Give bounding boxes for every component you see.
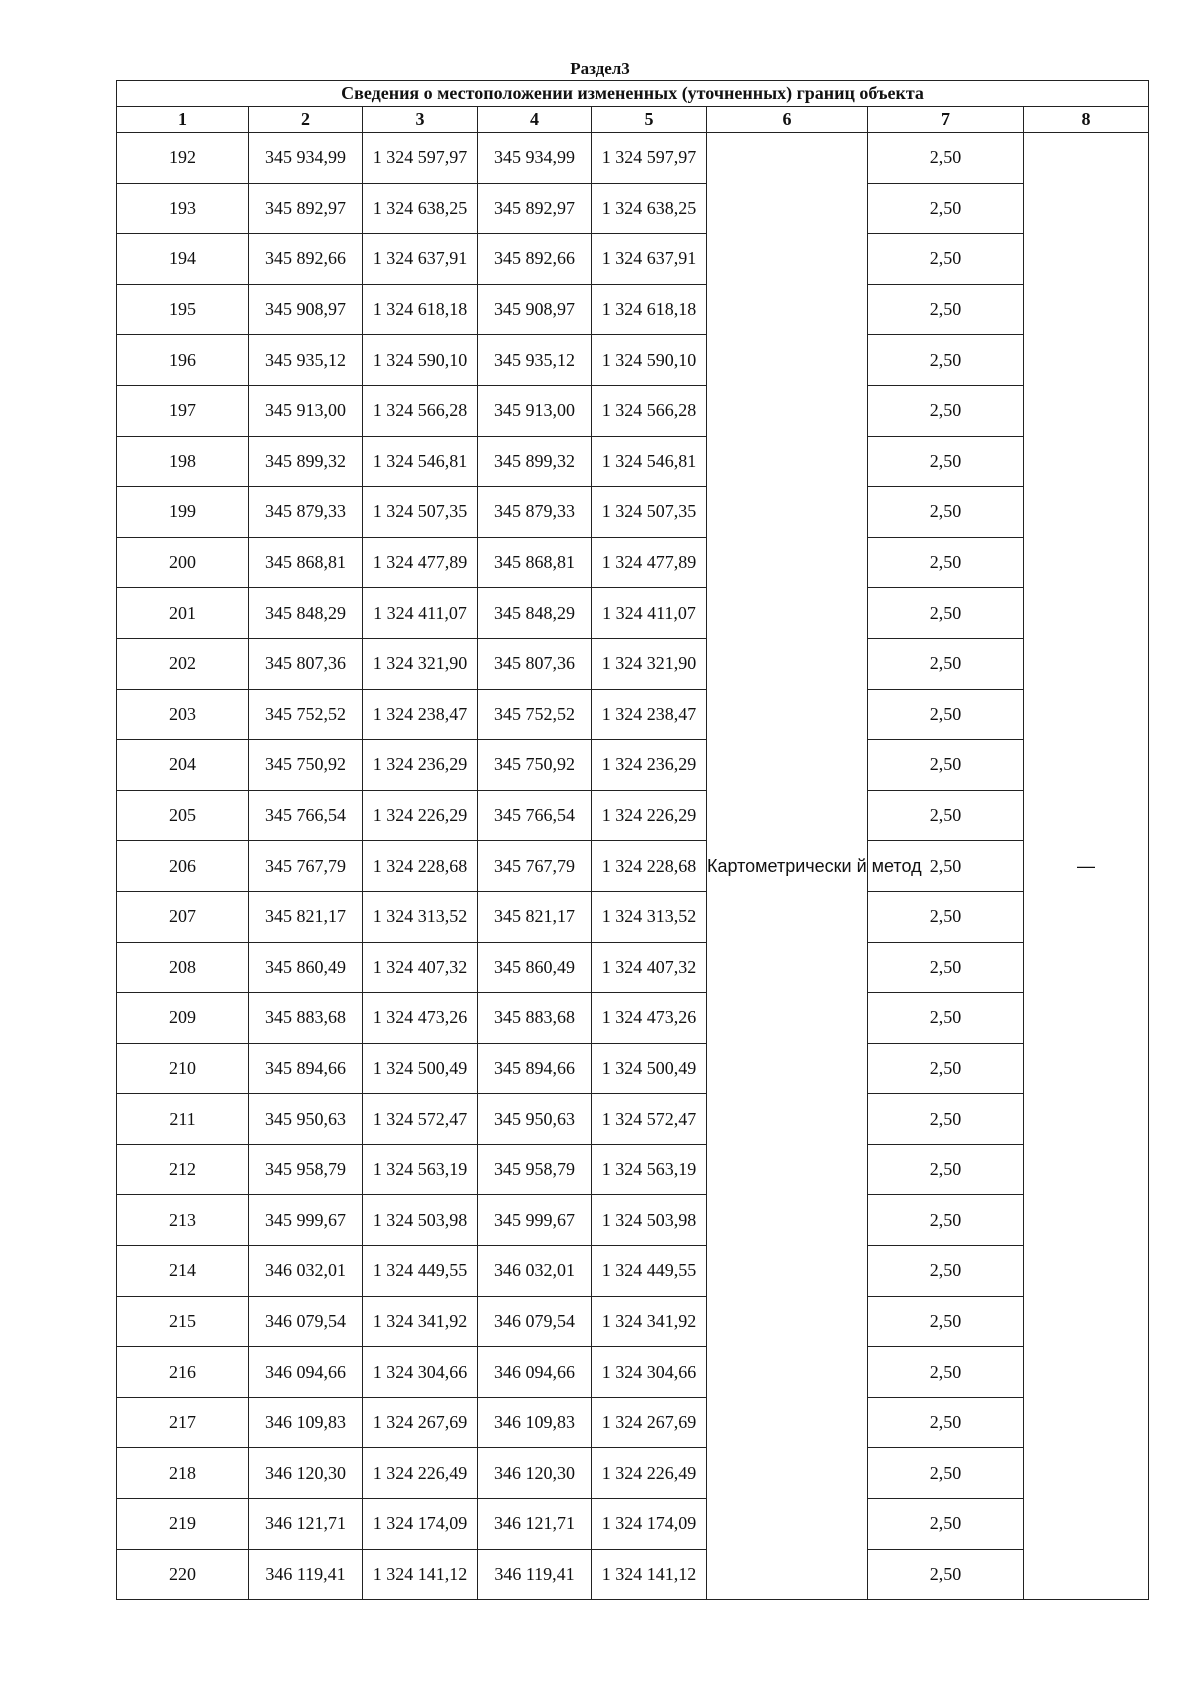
- table-body: [117, 133, 1149, 1600]
- coord-y-cell: 1 324 507,35: [363, 487, 478, 538]
- coord-x-refined-cell: 345 899,32: [478, 436, 592, 487]
- coord-x-cell: 345 908,97: [249, 284, 363, 335]
- column-number-6: 6: [707, 107, 868, 133]
- coord-y-refined-cell: 1 324 618,18: [592, 284, 707, 335]
- coord-y-refined-cell: 1 324 507,35: [592, 487, 707, 538]
- accuracy-cell: 2,50: [868, 790, 1024, 841]
- table-row: [117, 1448, 1149, 1499]
- point-number-cell: 209: [117, 993, 249, 1044]
- coord-y-refined-cell: 1 324 563,19: [592, 1144, 707, 1195]
- coord-x-cell: 346 121,71: [249, 1499, 363, 1550]
- coord-x-cell: 345 879,33: [249, 487, 363, 538]
- column-number-8: 8: [1024, 107, 1149, 133]
- coord-y-refined-cell: 1 324 407,32: [592, 942, 707, 993]
- accuracy-cell: 2,50: [868, 588, 1024, 639]
- coord-x-cell: 345 913,00: [249, 385, 363, 436]
- coord-x-refined-cell: 345 892,97: [478, 183, 592, 234]
- coord-x-refined-cell: 345 950,63: [478, 1094, 592, 1145]
- accuracy-cell: 2,50: [868, 841, 1024, 892]
- coord-x-refined-cell: 345 766,54: [478, 790, 592, 841]
- table-row: [117, 183, 1149, 234]
- coord-y-refined-cell: 1 324 590,10: [592, 335, 707, 386]
- table-row: [117, 1347, 1149, 1398]
- coord-y-cell: 1 324 500,49: [363, 1043, 478, 1094]
- point-number-cell: 213: [117, 1195, 249, 1246]
- table-row: [117, 1246, 1149, 1297]
- point-number-cell: 211: [117, 1094, 249, 1145]
- point-number-cell: 193: [117, 183, 249, 234]
- table-row: [117, 234, 1149, 285]
- accuracy-cell: 2,50: [868, 133, 1024, 184]
- point-number-cell: 219: [117, 1499, 249, 1550]
- table-row: [117, 1043, 1149, 1094]
- accuracy-cell: 2,50: [868, 1246, 1024, 1297]
- coord-x-refined-cell: 346 094,66: [478, 1347, 592, 1398]
- accuracy-cell: 2,50: [868, 1144, 1024, 1195]
- coord-y-refined-cell: 1 324 503,98: [592, 1195, 707, 1246]
- table-row: [117, 942, 1149, 993]
- accuracy-cell: 2,50: [868, 1043, 1024, 1094]
- coord-x-cell: 345 894,66: [249, 1043, 363, 1094]
- coord-x-refined-cell: 346 120,30: [478, 1448, 592, 1499]
- point-number-cell: 216: [117, 1347, 249, 1398]
- coord-x-refined-cell: 345 913,00: [478, 385, 592, 436]
- coord-y-refined-cell: 1 324 638,25: [592, 183, 707, 234]
- point-number-cell: 202: [117, 638, 249, 689]
- accuracy-cell: 2,50: [868, 1094, 1024, 1145]
- coord-x-cell: 345 999,67: [249, 1195, 363, 1246]
- coord-y-refined-cell: 1 324 236,29: [592, 740, 707, 791]
- column-8-cell: —: [1024, 133, 1149, 1600]
- point-number-cell: 220: [117, 1549, 249, 1600]
- coord-x-refined-cell: 345 750,92: [478, 740, 592, 791]
- coord-x-refined-cell: 345 958,79: [478, 1144, 592, 1195]
- coord-x-cell: 346 119,41: [249, 1549, 363, 1600]
- accuracy-cell: 2,50: [868, 1549, 1024, 1600]
- accuracy-cell: 2,50: [868, 1499, 1024, 1550]
- point-number-cell: 217: [117, 1397, 249, 1448]
- coord-x-refined-cell: 346 109,83: [478, 1397, 592, 1448]
- point-number-cell: 203: [117, 689, 249, 740]
- coord-x-cell: 346 120,30: [249, 1448, 363, 1499]
- coord-y-cell: 1 324 228,68: [363, 841, 478, 892]
- coord-y-refined-cell: 1 324 473,26: [592, 993, 707, 1044]
- point-number-cell: 198: [117, 436, 249, 487]
- point-number-cell: 196: [117, 335, 249, 386]
- coord-y-cell: 1 324 546,81: [363, 436, 478, 487]
- point-number-cell: 199: [117, 487, 249, 538]
- coord-y-refined-cell: 1 324 500,49: [592, 1043, 707, 1094]
- coord-y-refined-cell: 1 324 321,90: [592, 638, 707, 689]
- coord-y-refined-cell: 1 324 174,09: [592, 1499, 707, 1550]
- accuracy-cell: 2,50: [868, 689, 1024, 740]
- table-row: [117, 638, 1149, 689]
- coord-y-refined-cell: 1 324 267,69: [592, 1397, 707, 1448]
- table-row: [117, 487, 1149, 538]
- table-row: [117, 790, 1149, 841]
- coord-y-cell: 1 324 236,29: [363, 740, 478, 791]
- coord-y-refined-cell: 1 324 566,28: [592, 385, 707, 436]
- table-subtitle: Сведения о местоположении измененных (уточненных) границ объекта: [117, 81, 1149, 107]
- point-number-cell: 204: [117, 740, 249, 791]
- point-number-cell: 207: [117, 891, 249, 942]
- coord-y-cell: 1 324 321,90: [363, 638, 478, 689]
- coord-x-refined-cell: 345 848,29: [478, 588, 592, 639]
- point-number-cell: 192: [117, 133, 249, 184]
- coord-x-cell: 345 752,52: [249, 689, 363, 740]
- accuracy-cell: 2,50: [868, 1347, 1024, 1398]
- coord-y-cell: 1 324 174,09: [363, 1499, 478, 1550]
- point-number-cell: 210: [117, 1043, 249, 1094]
- coord-y-refined-cell: 1 324 411,07: [592, 588, 707, 639]
- point-number-cell: 208: [117, 942, 249, 993]
- coord-y-cell: 1 324 572,47: [363, 1094, 478, 1145]
- coord-y-refined-cell: 1 324 546,81: [592, 436, 707, 487]
- accuracy-cell: 2,50: [868, 234, 1024, 285]
- coord-y-cell: 1 324 141,12: [363, 1549, 478, 1600]
- coord-y-refined-cell: 1 324 597,97: [592, 133, 707, 184]
- coord-y-cell: 1 324 597,97: [363, 133, 478, 184]
- coord-x-refined-cell: 345 767,79: [478, 841, 592, 892]
- column-number-4: 4: [478, 107, 592, 133]
- column-number-5: 5: [592, 107, 707, 133]
- coord-y-cell: 1 324 407,32: [363, 942, 478, 993]
- coord-x-cell: 345 766,54: [249, 790, 363, 841]
- accuracy-cell: 2,50: [868, 1195, 1024, 1246]
- coord-y-cell: 1 324 566,28: [363, 385, 478, 436]
- accuracy-cell: 2,50: [868, 183, 1024, 234]
- coord-y-refined-cell: 1 324 226,29: [592, 790, 707, 841]
- accuracy-cell: 2,50: [868, 1296, 1024, 1347]
- coord-y-cell: 1 324 226,49: [363, 1448, 478, 1499]
- coord-y-cell: 1 324 449,55: [363, 1246, 478, 1297]
- coord-y-cell: 1 324 637,91: [363, 234, 478, 285]
- coord-x-cell: 345 934,99: [249, 133, 363, 184]
- coord-x-cell: 345 807,36: [249, 638, 363, 689]
- coord-y-cell: 1 324 503,98: [363, 1195, 478, 1246]
- accuracy-cell: 2,50: [868, 284, 1024, 335]
- section-title: Раздел3: [570, 59, 630, 78]
- accuracy-cell: 2,50: [868, 891, 1024, 942]
- table-row: [117, 993, 1149, 1044]
- coord-y-refined-cell: 1 324 449,55: [592, 1246, 707, 1297]
- coord-x-refined-cell: 346 121,71: [478, 1499, 592, 1550]
- accuracy-cell: 2,50: [868, 1397, 1024, 1448]
- coord-y-cell: 1 324 477,89: [363, 537, 478, 588]
- table-row: [117, 385, 1149, 436]
- table-row: [117, 284, 1149, 335]
- accuracy-cell: 2,50: [868, 993, 1024, 1044]
- table-row: [117, 841, 1149, 892]
- accuracy-cell: 2,50: [868, 335, 1024, 386]
- method-cell: Картометрически й метод: [707, 133, 868, 1600]
- coord-y-refined-cell: 1 324 304,66: [592, 1347, 707, 1398]
- accuracy-cell: 2,50: [868, 436, 1024, 487]
- coord-x-refined-cell: 345 807,36: [478, 638, 592, 689]
- coord-x-cell: 345 950,63: [249, 1094, 363, 1145]
- coord-y-cell: 1 324 304,66: [363, 1347, 478, 1398]
- accuracy-cell: 2,50: [868, 740, 1024, 791]
- column-number-3: 3: [363, 107, 478, 133]
- coord-x-cell: 345 767,79: [249, 841, 363, 892]
- coord-x-cell: 345 883,68: [249, 993, 363, 1044]
- table-row: [117, 1549, 1149, 1600]
- column-number-7: 7: [868, 107, 1024, 133]
- coord-x-cell: 346 094,66: [249, 1347, 363, 1398]
- table-row: [117, 335, 1149, 386]
- accuracy-cell: 2,50: [868, 1448, 1024, 1499]
- coord-x-refined-cell: 346 119,41: [478, 1549, 592, 1600]
- accuracy-cell: 2,50: [868, 385, 1024, 436]
- coord-x-refined-cell: 345 883,68: [478, 993, 592, 1044]
- coord-y-refined-cell: 1 324 238,47: [592, 689, 707, 740]
- coord-x-cell: 345 750,92: [249, 740, 363, 791]
- coord-x-refined-cell: 345 934,99: [478, 133, 592, 184]
- coord-x-refined-cell: 345 894,66: [478, 1043, 592, 1094]
- point-number-cell: 197: [117, 385, 249, 436]
- coord-y-refined-cell: 1 324 637,91: [592, 234, 707, 285]
- coordinates-table: [116, 80, 1149, 1600]
- point-number-cell: 215: [117, 1296, 249, 1347]
- table-row: [117, 537, 1149, 588]
- coord-y-refined-cell: 1 324 228,68: [592, 841, 707, 892]
- coord-x-refined-cell: 346 032,01: [478, 1246, 592, 1297]
- table-row: [117, 436, 1149, 487]
- coord-y-cell: 1 324 590,10: [363, 335, 478, 386]
- column-number-1: 1: [117, 107, 249, 133]
- coord-x-refined-cell: 345 752,52: [478, 689, 592, 740]
- coord-y-cell: 1 324 341,92: [363, 1296, 478, 1347]
- coord-x-cell: 345 892,66: [249, 234, 363, 285]
- coord-x-refined-cell: 345 821,17: [478, 891, 592, 942]
- coord-x-refined-cell: 345 892,66: [478, 234, 592, 285]
- coord-x-cell: 346 032,01: [249, 1246, 363, 1297]
- point-number-cell: 194: [117, 234, 249, 285]
- coord-y-cell: 1 324 313,52: [363, 891, 478, 942]
- coord-x-refined-cell: 345 999,67: [478, 1195, 592, 1246]
- coord-x-cell: 345 860,49: [249, 942, 363, 993]
- column-number-row: [117, 107, 1149, 133]
- point-number-cell: 205: [117, 790, 249, 841]
- table-row: [117, 1195, 1149, 1246]
- point-number-cell: 214: [117, 1246, 249, 1297]
- coord-x-cell: 345 958,79: [249, 1144, 363, 1195]
- table-row: [117, 1144, 1149, 1195]
- coord-y-refined-cell: 1 324 341,92: [592, 1296, 707, 1347]
- coord-x-refined-cell: 345 868,81: [478, 537, 592, 588]
- coord-x-refined-cell: 345 879,33: [478, 487, 592, 538]
- coord-y-cell: 1 324 226,29: [363, 790, 478, 841]
- coord-y-refined-cell: 1 324 477,89: [592, 537, 707, 588]
- coord-x-refined-cell: 346 079,54: [478, 1296, 592, 1347]
- coord-y-cell: 1 324 638,25: [363, 183, 478, 234]
- coord-y-cell: 1 324 473,26: [363, 993, 478, 1044]
- coord-x-cell: 346 109,83: [249, 1397, 363, 1448]
- coord-x-refined-cell: 345 908,97: [478, 284, 592, 335]
- table-row: [117, 1094, 1149, 1145]
- coord-x-cell: 346 079,54: [249, 1296, 363, 1347]
- coord-x-cell: 345 899,32: [249, 436, 363, 487]
- coord-y-cell: 1 324 267,69: [363, 1397, 478, 1448]
- table-row: [117, 1296, 1149, 1347]
- coord-x-cell: 345 868,81: [249, 537, 363, 588]
- table-row: [117, 740, 1149, 791]
- accuracy-cell: 2,50: [868, 487, 1024, 538]
- coord-y-refined-cell: 1 324 572,47: [592, 1094, 707, 1145]
- coord-y-cell: 1 324 618,18: [363, 284, 478, 335]
- coord-y-cell: 1 324 411,07: [363, 588, 478, 639]
- table-row: [117, 1397, 1149, 1448]
- coord-x-cell: 345 892,97: [249, 183, 363, 234]
- coord-x-cell: 345 848,29: [249, 588, 363, 639]
- point-number-cell: 200: [117, 537, 249, 588]
- point-number-cell: 218: [117, 1448, 249, 1499]
- coord-x-cell: 345 935,12: [249, 335, 363, 386]
- point-number-cell: 195: [117, 284, 249, 335]
- coord-x-refined-cell: 345 860,49: [478, 942, 592, 993]
- coord-y-refined-cell: 1 324 313,52: [592, 891, 707, 942]
- accuracy-cell: 2,50: [868, 942, 1024, 993]
- table-row: [117, 891, 1149, 942]
- coord-y-refined-cell: 1 324 226,49: [592, 1448, 707, 1499]
- accuracy-cell: 2,50: [868, 638, 1024, 689]
- table-row: [117, 588, 1149, 639]
- point-number-cell: 212: [117, 1144, 249, 1195]
- coord-x-refined-cell: 345 935,12: [478, 335, 592, 386]
- accuracy-cell: 2,50: [868, 537, 1024, 588]
- table-row: [117, 689, 1149, 740]
- coord-y-cell: 1 324 563,19: [363, 1144, 478, 1195]
- table-row: [117, 133, 1149, 184]
- column-number-2: 2: [249, 107, 363, 133]
- coord-x-cell: 345 821,17: [249, 891, 363, 942]
- coord-y-refined-cell: 1 324 141,12: [592, 1549, 707, 1600]
- point-number-cell: 201: [117, 588, 249, 639]
- table-row: [117, 1499, 1149, 1550]
- coord-y-cell: 1 324 238,47: [363, 689, 478, 740]
- point-number-cell: 206: [117, 841, 249, 892]
